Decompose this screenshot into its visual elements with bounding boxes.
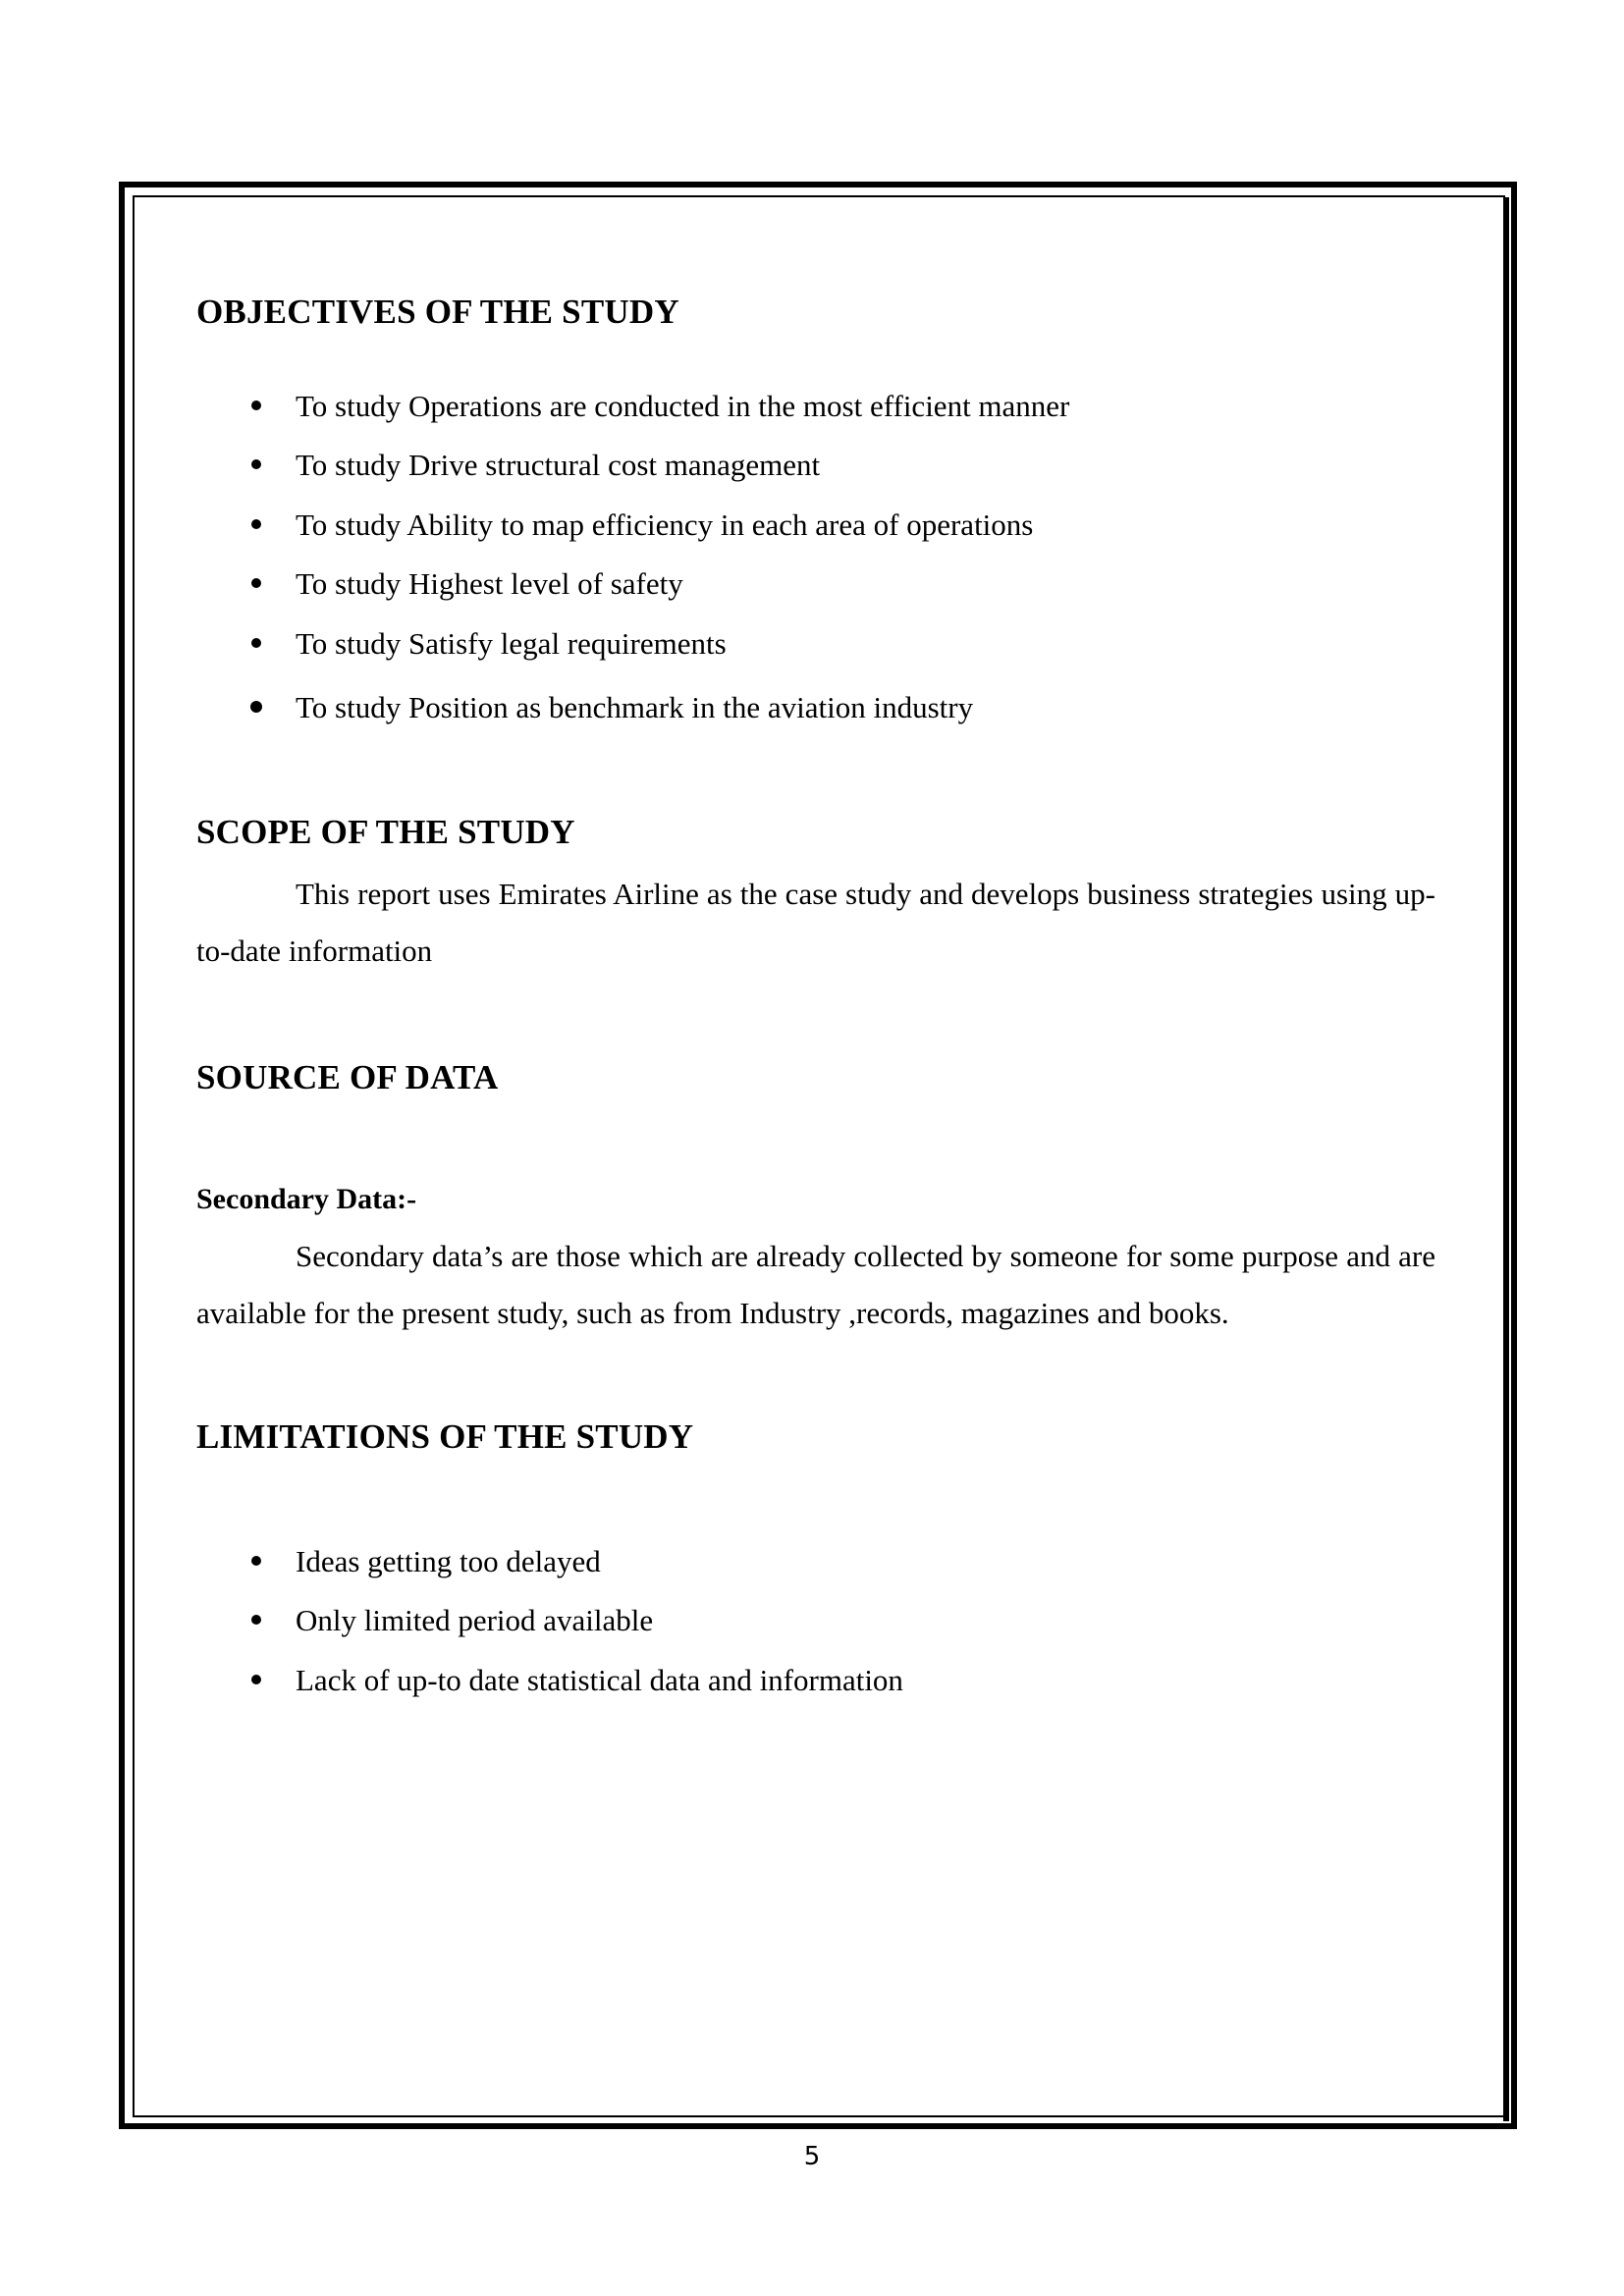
page-number: 5 <box>803 2142 821 2171</box>
page-border-inner <box>133 195 1505 2117</box>
objectives-heading: OBJECTIVES OF THE STUDY <box>196 293 679 331</box>
bullet-icon <box>250 701 262 713</box>
bullet-icon <box>251 1556 261 1566</box>
bullet-icon <box>251 638 261 648</box>
bullet-icon <box>251 519 261 529</box>
bullet-icon <box>251 578 261 588</box>
source-heading: SOURCE OF DATA <box>196 1058 499 1096</box>
bullet-icon <box>251 1675 261 1684</box>
secondary-data-subheading: Secondary Data:- <box>196 1183 417 1215</box>
scope-paragraph: This report uses Emirates Airline as the case study and develops business strategies using up-to-date information <box>196 877 1435 968</box>
limitations-heading: LIMITATIONS OF THE STUDY <box>196 1417 694 1456</box>
source-paragraph: Secondary data’s are those which are already collected by someone for some purpose and are available for the present study, such as from Industry ,records, magazines and books. <box>196 1239 1435 1330</box>
scope-heading: SCOPE OF THE STUDY <box>196 813 575 851</box>
bullet-icon <box>251 1615 261 1625</box>
bullet-icon <box>251 400 261 410</box>
bullet-icon <box>251 459 261 469</box>
